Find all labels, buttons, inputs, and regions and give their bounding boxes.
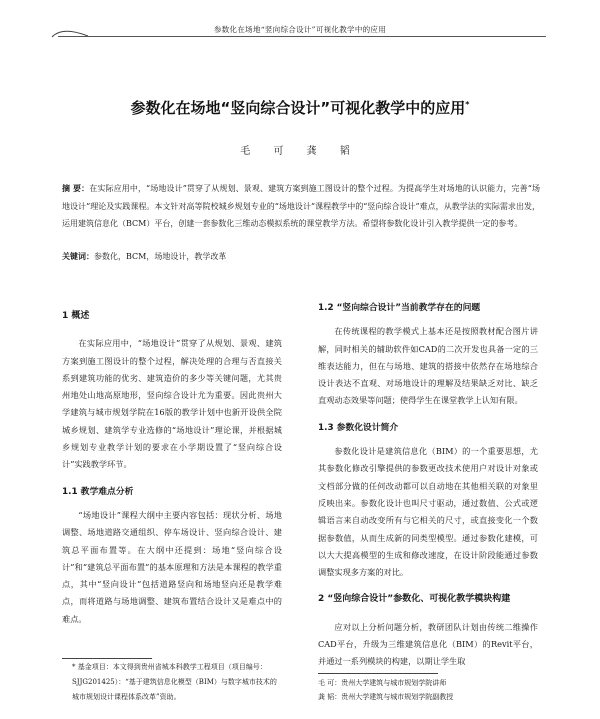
paper-title-text: 参数化在场地“竖向综合设计”可视化教学中的应用	[130, 99, 466, 117]
section-2-paragraph: 应对以上分析问题分析，教研团队计划由传统二维操作CAD平台，升级为三维建筑信息化（BIM）的Revit平台，并通过一系列模块的构建，以期让学生取	[318, 621, 538, 667]
keywords-label: 关键词：	[62, 252, 94, 261]
abstract	[62, 180, 540, 233]
header-rule	[58, 36, 546, 37]
running-head: 参数化在场地“竖向综合设计”可视化教学中的应用	[213, 25, 387, 34]
author-info-line-1: 毛 可：贵州大学建筑与城市规划学院讲师	[318, 679, 447, 687]
right-column	[318, 300, 538, 671]
left-column	[62, 300, 282, 628]
footnote-rule	[62, 658, 152, 659]
title-footnote-mark: *	[465, 100, 470, 109]
author-info-rule	[318, 673, 438, 674]
author-info	[318, 676, 538, 704]
section-1-1-heading: 1.1 教学难点分析	[62, 486, 134, 497]
paper-title	[0, 97, 600, 118]
author-line: 毛 可 龚 韬	[240, 146, 360, 157]
abstract-label: 摘 要：	[62, 184, 90, 193]
section-1-1-paragraph: “场地设计”课程大纲中主要内容包括：现状分析、场地调整、场地道路交通组织、停车场设计、竖向综合设计、建筑总平面布置等。在大纲中还提到：场地“竖向综合设计”和“建筑总平面布置”的基本原理和方法是本课程的教学重点，其中“竖向设计”包括道路竖向和场地竖向还是教学难点，而将道路与场地调整、建筑布置结合设计又是难点中的难点。	[62, 509, 282, 624]
section-1-2-heading: 1.2 “竖向综合设计”当前教学存在的问题	[318, 303, 481, 313]
author-info-line-2: 龚 韬：贵州大学建筑与城市规划学院副教授	[318, 693, 454, 701]
keywords	[62, 250, 540, 264]
section-2-heading: 2 “竖向综合设计”参数化、可视化教学模块构建	[318, 594, 511, 605]
section-1-heading: 1 概述	[62, 311, 90, 321]
abstract-text: 在实际应用中，“场地设计”贯穿了从规划、景观、建筑方案到施工图设计的整个过程。为提高学生对场地的认识能力，完善“场地设计”理论及实践课程。本文针对高等院校城乡规划专业的“场地设计”课程教学中的“竖向综合设计”难点，从教学法的实际需求出发，运用建筑信息化（BCM）平台，创建一套参数化三维动态模拟系统的课堂教学方法。希望将参数化设计引入教学提供一定的参考。	[62, 184, 540, 228]
section-1-paragraph: 在实际应用中，“场地设计”贯穿了从规划、景观、建筑方案到施工图设计的整个过程，解决处理的合理与否直接关系到建筑功能的优劣、建筑造价的多少等关键问题，尤其贵州地处山地高原地形，竖向综合设计尤为重要。因此贵州大学建筑与城市规划学院在16版的教学计划中也新开设供全院城乡规划、建筑学专业选修的“场地设计”理论课，并根据城乡规划专业教学计划的要求在小学期设置了“竖向综合设计”实践教学环节。	[62, 338, 282, 470]
footnote: * 基金项目：本文得到贵州省城本科教学工程项目（项目编号：SJJG201425）：“基于建筑信息化模型（BIM）与数字城市技术的城市规划设计课程体系改革”资助。	[72, 663, 277, 701]
section-1-3-paragraph: 参数化设计是建筑信息化（BIM）的一个重要思想，尤其参数化修改引擎提供的参数更改技术使用户对设计对象或文档部分做的任何改动都可以自动地在其他相关联的对象里反映出来。参数化设计也叫尺寸驱动，通过数值、公式或逻辑语言来自动改变所有与它相关的尺寸，或直接变化一个数据参数值，从而生成新的同类型模型。通过参数化建模，可以大大提高模型的生成和修改速度，在设计阶段能通过参数调整实现多方案的对比。	[318, 446, 538, 578]
section-1-3-heading: 1.3 参数化设计简介	[318, 422, 399, 433]
section-1-2-paragraph: 在传统课程的教学模式上基本还是按照教材配合图片讲解，同时相关的辅助软件如CAD的二次开发也具备一定的三维表达能力，但在与场地、建筑的搭接中依然存在场地综合设计表达不直观、对场地设计的理解及结果缺乏对比、缺乏直观动态效果等问题；使得学生在课堂教学上认知有限。	[318, 326, 538, 406]
keywords-text: 参数化，BCM，场地设计，教学改革	[94, 252, 227, 261]
